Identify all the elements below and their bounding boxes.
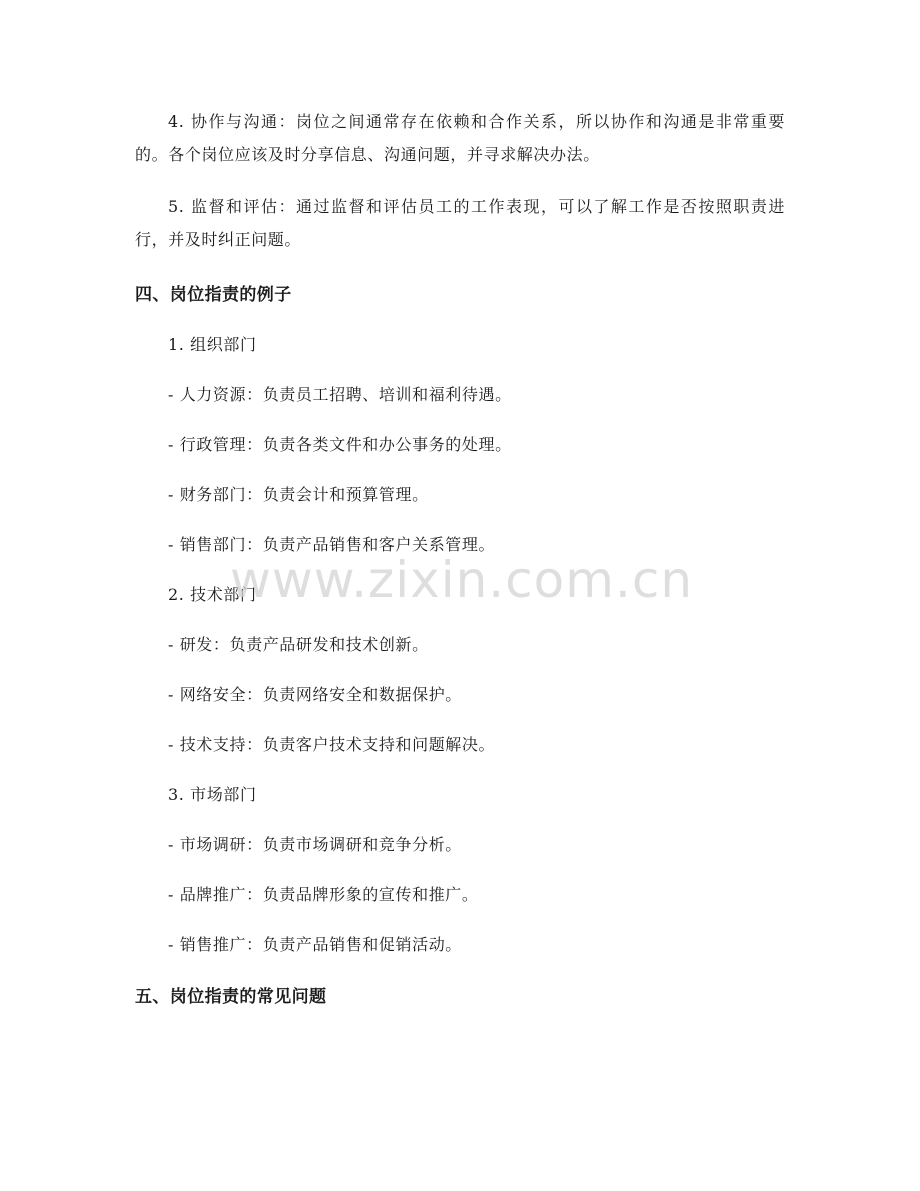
- list-item: - 网络安全：负责网络安全和数据保护。: [168, 685, 462, 704]
- paragraph-supervision: 5. 监督和评估：通过监督和评估员工的工作表现，可以了解工作是否按照职责进行，并及时纠正问题。: [135, 197, 785, 249]
- section-heading-common-issues: 五、岗位指责的常见问题: [135, 987, 327, 1007]
- list-item: - 品牌推广：负责品牌形象的宣传和推广。: [168, 885, 479, 904]
- list-item: - 市场调研：负责市场调研和竞争分析。: [168, 835, 462, 854]
- list-item: - 销售部门：负责产品销售和客户关系管理。: [168, 535, 496, 554]
- list-item: 2. 技术部门: [168, 585, 257, 604]
- paragraph-collaboration: 4. 协作与沟通：岗位之间通常存在依赖和合作关系，所以协作和沟通是非常重要的。各个岗位应该及时分享信息、沟通问题，并寻求解决办法。: [135, 112, 785, 164]
- list-item: - 行政管理：负责各类文件和办公事务的处理。: [168, 435, 512, 454]
- list-item: - 财务部门：负责会计和预算管理。: [168, 485, 429, 504]
- list-item: - 研发：负责产品研发和技术创新。: [168, 635, 429, 654]
- list-item: - 技术支持：负责客户技术支持和问题解决。: [168, 735, 496, 754]
- list-item: - 人力资源：负责员工招聘、培训和福利待遇。: [168, 385, 512, 404]
- list-item: 1. 组织部门: [168, 335, 257, 354]
- list-item: - 销售推广：负责产品销售和促销活动。: [168, 935, 462, 954]
- list-item: 3. 市场部门: [168, 785, 257, 804]
- watermark: www.zixin.com.cn: [230, 551, 694, 609]
- section-heading-examples: 四、岗位指责的例子: [135, 285, 292, 305]
